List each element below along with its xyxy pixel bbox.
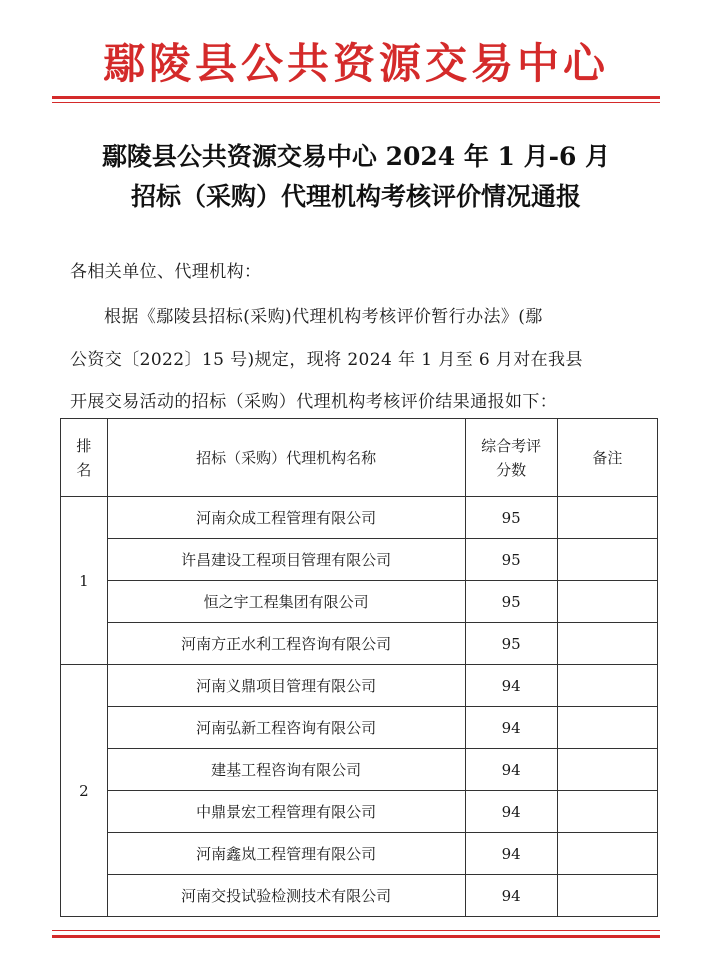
- score-cell: 94: [465, 749, 557, 791]
- score-cell: 94: [465, 665, 557, 707]
- table-row: [61, 749, 658, 791]
- letterhead-rule-thick: [52, 96, 660, 99]
- document-title-line2: 招标（采购）代理机构考核评价情况通报: [130, 182, 581, 211]
- header-rank-line2: 名: [76, 460, 92, 479]
- note-cell: [557, 875, 657, 917]
- agency-name-cell: 河南义鼎项目管理有限公司: [107, 665, 465, 707]
- header-score-line1: 综合考评: [481, 436, 542, 455]
- table-row: [61, 875, 658, 917]
- table-row: [61, 707, 658, 749]
- score-cell: 95: [465, 539, 557, 581]
- header-rank: [61, 419, 108, 497]
- header-rank-line1: 排: [76, 436, 92, 455]
- score-cell: 94: [465, 707, 557, 749]
- body-paragraph-line2: 公资交〔2022〕15 号)规定，现将 2024 年 1 月至 6 月对在我县: [70, 350, 583, 370]
- footer-rule-thin: [52, 930, 660, 931]
- letterhead-title: 鄢陵县公共资源交易中心: [102, 39, 609, 88]
- table-row: [61, 791, 658, 833]
- rank-cell: 1: [61, 497, 108, 665]
- note-cell: [557, 833, 657, 875]
- note-cell: [557, 581, 657, 623]
- letterhead-rule-thin: [52, 102, 660, 103]
- agency-name-cell: 中鼎景宏工程管理有限公司: [107, 791, 465, 833]
- note-cell: [557, 497, 657, 539]
- agency-name-cell: 河南交投试验检测技术有限公司: [107, 875, 465, 917]
- agency-name-cell: 河南弘新工程咨询有限公司: [107, 707, 465, 749]
- body-paragraph-line3: 开展交易活动的招标（采购）代理机构考核评价结果通报如下：: [70, 392, 558, 412]
- body-paragraph-line1: 根据《鄢陵县招标(采购)代理机构考核评价暂行办法》(鄢: [104, 307, 543, 327]
- table-row: [61, 665, 658, 707]
- score-cell: 95: [465, 497, 557, 539]
- header-agency-name: 招标（采购）代理机构名称: [107, 419, 465, 497]
- note-cell: [557, 791, 657, 833]
- table-body: [61, 497, 658, 917]
- note-cell: [557, 749, 657, 791]
- agency-name-cell: 恒之宇工程集团有限公司: [107, 581, 465, 623]
- score-cell: 94: [465, 875, 557, 917]
- rank-cell: 2: [61, 665, 108, 917]
- salutation: 各相关单位、代理机构：: [70, 262, 262, 282]
- score-cell: 94: [465, 833, 557, 875]
- document-title-line1: 鄢陵县公共资源交易中心 2024 年 1 月-6 月: [101, 142, 611, 171]
- score-cell: 95: [465, 623, 557, 665]
- agency-name-cell: 河南方正水利工程咨询有限公司: [107, 623, 465, 665]
- header-score-line2: 分数: [496, 460, 527, 479]
- note-cell: [557, 707, 657, 749]
- agency-name-cell: 建基工程咨询有限公司: [107, 749, 465, 791]
- note-cell: [557, 665, 657, 707]
- table-header-row: [61, 419, 658, 497]
- agency-name-cell: 河南众成工程管理有限公司: [107, 497, 465, 539]
- footer-rule-thick: [52, 935, 660, 938]
- agency-name-cell: 许昌建设工程项目管理有限公司: [107, 539, 465, 581]
- header-note: 备注: [557, 419, 657, 497]
- score-cell: 94: [465, 791, 557, 833]
- evaluation-results-table: [60, 418, 658, 917]
- table-row: [61, 833, 658, 875]
- agency-name-cell: 河南鑫岚工程管理有限公司: [107, 833, 465, 875]
- note-cell: [557, 623, 657, 665]
- table-row: [61, 539, 658, 581]
- table-row: [61, 497, 658, 539]
- table-row: [61, 581, 658, 623]
- table-row: [61, 623, 658, 665]
- note-cell: [557, 539, 657, 581]
- score-cell: 95: [465, 581, 557, 623]
- header-score: [465, 419, 557, 497]
